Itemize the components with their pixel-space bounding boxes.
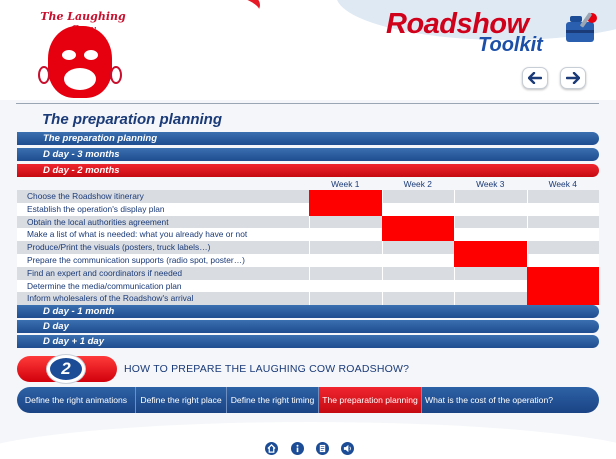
week-header: Week 4 (548, 179, 577, 189)
scheduled-week-cell (382, 216, 455, 229)
table-row (17, 267, 599, 280)
table-body (17, 190, 599, 305)
week-cell (454, 228, 527, 241)
arrow-left-icon (528, 72, 542, 84)
week-cell (309, 241, 382, 254)
tab-define-right-timing[interactable]: Define the right timing (227, 387, 319, 413)
step-number-badge (47, 355, 85, 383)
table-row (17, 228, 599, 241)
task-label: Produce/Print the visuals (posters, truck labels…) (27, 242, 211, 253)
table-row (17, 216, 599, 229)
step-number: 2 (61, 359, 71, 378)
week-cell (454, 267, 527, 280)
section-bar-label: D day - 2 months (43, 165, 120, 176)
week-cell (309, 292, 382, 305)
tab-preparation-planning[interactable]: The preparation planning (319, 387, 422, 413)
table-row (17, 254, 599, 267)
scheduled-week-cell (309, 190, 382, 203)
sound-button[interactable] (340, 441, 355, 456)
week-cell (309, 228, 382, 241)
section-bar-label: D day + 1 day (43, 336, 104, 347)
scheduled-week-cell (382, 228, 455, 241)
table-row (17, 203, 599, 216)
earring-icon (38, 66, 50, 84)
scheduled-week-cell (527, 280, 600, 293)
section-bar-label: D day (43, 321, 69, 332)
sound-icon (343, 444, 352, 453)
forward-button[interactable] (560, 67, 586, 89)
week-cell (382, 267, 455, 280)
home-icon (267, 444, 276, 453)
week-cell (382, 203, 455, 216)
week-cell (454, 216, 527, 229)
tab-bar (17, 387, 599, 413)
week-cell (382, 254, 455, 267)
step-question: HOW TO PREPARE THE LAUGHING COW ROADSHOW? (124, 363, 410, 375)
section-bar-label: D day - 3 months (43, 149, 120, 160)
document-icon (318, 444, 327, 453)
week-cell (309, 267, 382, 280)
week-cell (527, 190, 600, 203)
section-bar-d-plus-1-day[interactable] (17, 335, 599, 348)
planning-table (17, 179, 599, 305)
table-row (17, 292, 599, 305)
week-cell (527, 216, 600, 229)
scheduled-week-cell (454, 254, 527, 267)
week-cell (382, 280, 455, 293)
footer-decoration (0, 422, 616, 459)
week-cell (527, 241, 600, 254)
section-bar-d-minus-1-month[interactable] (17, 305, 599, 318)
task-label: Inform wholesalers of the Roadshow's arrival (27, 293, 194, 304)
page-title: The preparation planning (42, 111, 223, 128)
task-label: Prepare the communication supports (radio spot, poster…) (27, 254, 245, 265)
divider (16, 103, 599, 104)
week-cell (382, 241, 455, 254)
task-label: Find an expert and coordinators if needed (27, 267, 183, 278)
task-label: Make a list of what is needed: what you already have or not (27, 229, 248, 240)
section-bar-d-minus-3-months[interactable] (17, 148, 599, 161)
app-subtitle: Toolkit (478, 34, 543, 56)
scheduled-week-cell (309, 203, 382, 216)
document-button[interactable] (315, 441, 330, 456)
table-row (17, 241, 599, 254)
week-header: Week 3 (476, 179, 505, 189)
week-cell (454, 292, 527, 305)
app-title: Roadshow (386, 8, 529, 40)
week-cell (309, 216, 382, 229)
brand-logo (34, 8, 126, 102)
back-button[interactable] (522, 67, 548, 89)
week-cell (527, 228, 600, 241)
section-bar-label: The preparation planning (43, 133, 158, 144)
tab-cost-of-operation[interactable]: What is the cost of the operation? (424, 395, 554, 405)
arrow-right-icon (566, 72, 580, 84)
week-cell (454, 280, 527, 293)
tab-define-right-animations[interactable]: Define the right animations (17, 387, 136, 413)
week-cell (309, 254, 382, 267)
scheduled-week-cell (454, 241, 527, 254)
task-label: Choose the Roadshow itinerary (27, 191, 144, 201)
section-bar-d-minus-2-months[interactable] (17, 164, 599, 177)
scheduled-week-cell (527, 267, 600, 280)
task-label: Determine the media/communication plan (27, 280, 182, 291)
info-button[interactable] (290, 441, 305, 456)
brand-name: The Laughing (40, 10, 126, 23)
week-cell (527, 203, 600, 216)
home-button[interactable] (264, 441, 279, 456)
table-header (17, 179, 599, 190)
tab-define-right-place[interactable]: Define the right place (136, 387, 227, 413)
table-row (17, 280, 599, 293)
week-cell (454, 203, 527, 216)
toolbox-icon (562, 8, 598, 52)
week-cell (454, 190, 527, 203)
app-title-block (380, 4, 600, 60)
week-cell (309, 280, 382, 293)
earring-icon (110, 66, 122, 84)
table-row (17, 190, 599, 203)
section-bar-preparation-planning[interactable] (17, 132, 599, 145)
week-header: Week 2 (403, 179, 432, 189)
week-cell (382, 292, 455, 305)
section-bar-label: D day - 1 month (43, 306, 115, 317)
task-label: Establish the operation's display plan (27, 203, 165, 214)
week-cell (382, 190, 455, 203)
task-label: Obtain the local authorities agreement (27, 216, 169, 227)
scheduled-week-cell (527, 292, 600, 305)
section-bar-d-day[interactable] (17, 320, 599, 333)
cow-mascot-icon (48, 26, 112, 98)
footer (0, 418, 616, 459)
week-cell (527, 254, 600, 267)
info-icon (293, 444, 302, 453)
week-header: Week 1 (331, 179, 360, 189)
